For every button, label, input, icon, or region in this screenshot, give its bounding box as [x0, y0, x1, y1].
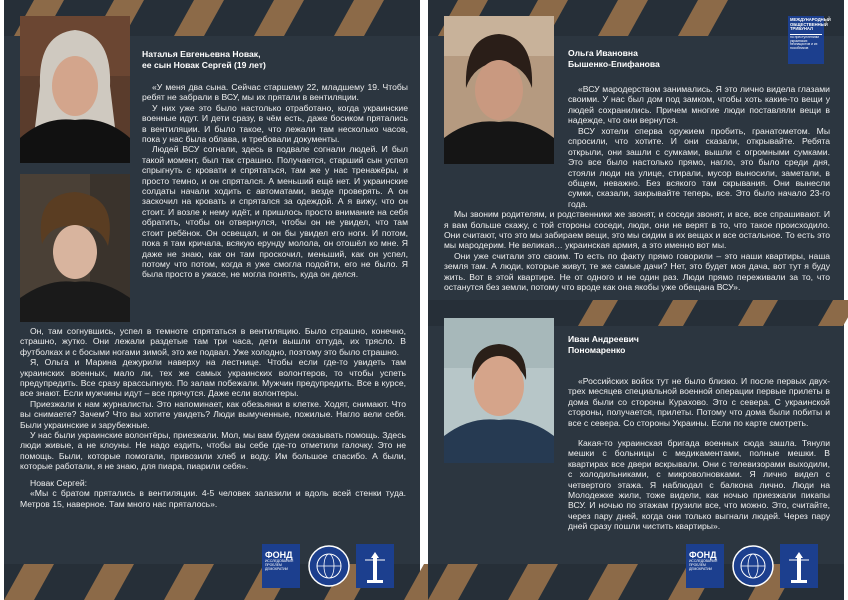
testimony-paragraph: Людей ВСУ согнали, здесь в подвале согнали людей. И был такой момент, был так страшно. Получается, старший сын успел спрыгнуть с кровати и спрятаться, там же у нас тренажёры, и просто темно, и он спрятался. А меньший ещё нет. И украинские солдаты начали ходить с автоматами, везде проверять. А он заскочил на кровать и спрятался за одеждой. А я вижу, что он стоит. И возле к нему идёт, и пришлось просто внимание на себя обратить, чтобы он отвернулся, чтобы он не увидел, что там стоит ребёнок. Он освещал, и он бы увидел его ноги. И потом, пока я там кричала, всякую ерунду мололa, он отошёл ко мне. Я даже не знаю, как он там проскочил, меньший, как он успел, потому что потом, когда я уже смогла подойти, его не было. Я была просто в ужасе, не могла понять, куда он делся.	[142, 144, 408, 280]
witness3-name-line1: Иван Андреевич	[568, 334, 639, 344]
testimony-paragraph: Приезжали к нам журналисты. Это напоминает, как обезьянки в клетке. Ходят, снимают. Что вы снимаете? Зачем? Что вы хотите увидеть? Люди вымученные, пожилые. Нагло вели себя. Были украинские и зарубежные.	[20, 398, 406, 430]
testimony-paragraph: «ВСУ мародерством занимались. Я это лично видела глазами своими. У нас был дом под замком, чтобы хоть какие-то вещи у людей сохранились. Причем многие люди поставляли вещи в надежде, что они вернутся.	[568, 84, 830, 126]
witness3-name-line2: Пономаренко	[568, 344, 626, 355]
right-page	[428, 0, 844, 600]
tribunal-logo	[788, 16, 831, 64]
witness3-name	[568, 334, 768, 355]
testimony-paragraph: Мы звоним родителям, и родственники же звонят, и соседи звонят, и все, все спрашивают. И я вам больше скажу, с той стороны соседи, люди, они не верят в то, что такое происходило. Они считают, что это мы забираем вещи, это мы сидим в их вещах и все остальное. То есть это мы мародерим. Не великая… украинская армия, а это именно вот мы.	[444, 209, 830, 251]
testimony-paragraph: У нас были украинские волонтёры, приезжали. Мол, мы вам будем оказывать помощь. Здесь люди живые, а не клоуны. Не надо ездить, чтобы вы себе где-то отметили галочку. Это не помощь. Были, которые помогали, привозили хлеб и воду. Им большое спасибо. А были, которые работали, я не знаю, для пиара, пиарили себя».	[20, 430, 406, 472]
globe-emblem-icon	[732, 545, 774, 587]
son-label: Новак Сергей:	[30, 477, 88, 488]
son-quote: «Мы с братом прятались в вентиляции. 4-5 человек залазили и вдоль всей стенки туда. Метров 15, наверное. Там много нас пряталось».	[20, 488, 406, 509]
testimony-paragraph: Он, там согнувшись, успел в темноте спрятаться в вентиляцию. Было страшно, конечно, страшно, жутко. Они лежали раздетые там три часа, дети вышли оттуда, их трясло. В футболках и с босыми ногами зимой, это же подвал. Уже холодно, поэтому это было страшно.	[20, 326, 406, 357]
fond-logo-subtitle: ИССЛЕДОВАНИЯ ПРОБЛЕМ ДЕМОКРАТИИ	[689, 559, 718, 571]
fond-logo-subtitle: ИССЛЕДОВАНИЯ ПРОБЛЕМ ДЕМОКРАТИИ	[265, 559, 294, 571]
testimony-paragraph: Я, Ольга и Марина дежурили наверху на лестнице. Чтобы если где-то увидеть там украинских военных, мало ли, тех же самых украинских волонтеров, то чтобы успеть предупредить. Все сразу врассыпную. По залам побежали. Мужчин предупредить. Все в курсе, все знают. Если мужчины идут – все прячутся. Даже если волонтеры.	[20, 357, 406, 399]
justice-statue-icon	[356, 544, 394, 588]
photo-sergey-novak	[20, 174, 130, 322]
testimony-paragraph: ВСУ хотели сперва оружием пробить, гранатометом. Мы спросили, что хотите. И они сказали, открывайте. Ребята открыли, они зашли с сумками, вышли с огромными сумками. Это все было настолько прямо, нагло, это было среди дня, стояли люди на улице, стирали, мусор выносили, заметали, в общем, неважно. Без всякого там скрывания. Они вынесли сумки, сказали, закрывайте теперь, все. Это было начало 23-го года.	[568, 126, 830, 209]
tribunal-logo-subtitle: по преступлениям украинских неонацистов и их пособников	[790, 34, 819, 51]
testimony-paragraph: У них уже это было настолько отработано, когда украинские военные идут. И дети сразу, в чём есть, даже босиком прятались в вентиляции. И было такое, что лежали там несколько часов, пока у нас была облава, и требовали документы.	[142, 102, 408, 145]
left-page	[4, 0, 420, 600]
witness1-name-line2: ее сын Новак Сергей (19 лет)	[142, 59, 266, 70]
globe-emblem-icon	[308, 545, 350, 587]
testimony-paragraph: «Российских войск тут не было близко. И после первых двух-трех месяцев специальной военной операции первые прилеты в дома были со стороны Курахово. Это с севера. С украинской стороны, получается, прилеты. Потому что дома были побиты и все с севера. Со стороны Украины. Если по карте смотреть.	[568, 376, 830, 428]
fond-logo	[262, 544, 300, 588]
testimony-paragraph: Какая-то украинская бригада военных сюда зашла. Тянули мешки с больницы с медикаментами, полные мешки. В квартирах все двери вскрывали. Они с телевизорами выходили, с холодильниками, с микроволновками. Я лично видел с четвертого этажа. Я наблюдал с балкона лично. Люди на Молодежке жили, тоже видели, как ночью приезжали пикапы ВСУ. И ночью по этажам грузили все, что можно. Это, считайте, через пару дней, когда они только выгнали людей. Через пару дней сразу пошли чистить квартиры».	[568, 438, 830, 532]
testimony-paragraph: Они уже считали это своим. То есть по факту прямо говорили – это наши квартиры, наша земля там. А люди, которые живут, те же самые дачи? Нет, это будет моя дача, вот тут я буду жить. Вот в этой квартире. Не от одного и не один раз. Люди прямо переживали за то, что останутся без земли, потому что вроде как она якобы уже обещана ВСУ».	[444, 250, 830, 293]
witness2-name	[568, 48, 768, 69]
testimony-upper	[142, 82, 408, 280]
fond-logo-title: ФОНД	[689, 550, 717, 560]
tribunal-logo-title: МЕЖДУНАРОДНЫЙ ОБЩЕСТВЕННЫЙ ТРИБУНАЛ	[790, 17, 831, 32]
left-footer-logos	[4, 544, 420, 588]
photo-natalya-novak	[20, 16, 130, 163]
witness3-testimony-lower	[444, 438, 830, 532]
witness1-name	[142, 49, 412, 70]
testimony-paragraph: «У меня два сына. Сейчас старшему 22, младшему 19. Чтобы ребят не забрали в ВСУ, мы их прятали в вентиляции.	[142, 82, 408, 103]
justice-statue-icon	[780, 544, 818, 588]
witness2-testimony-lower	[444, 126, 830, 293]
footer-logos	[428, 544, 844, 588]
testimony-lower	[20, 326, 406, 509]
witness1-name-line1: Наталья Евгеньевна Новак,	[142, 49, 261, 59]
justice-statue-logo	[780, 544, 818, 588]
witness2-name-line1: Ольга Ивановна	[568, 48, 638, 58]
witness3-testimony-upper	[568, 376, 830, 428]
fond-logo-title: ФОНД	[265, 550, 293, 560]
witness2-name-line2: Бышенко-Епифанова	[568, 58, 660, 69]
witness2-testimony-upper	[568, 84, 830, 126]
justice-statue-logo	[356, 544, 394, 588]
fond-logo	[686, 544, 724, 588]
